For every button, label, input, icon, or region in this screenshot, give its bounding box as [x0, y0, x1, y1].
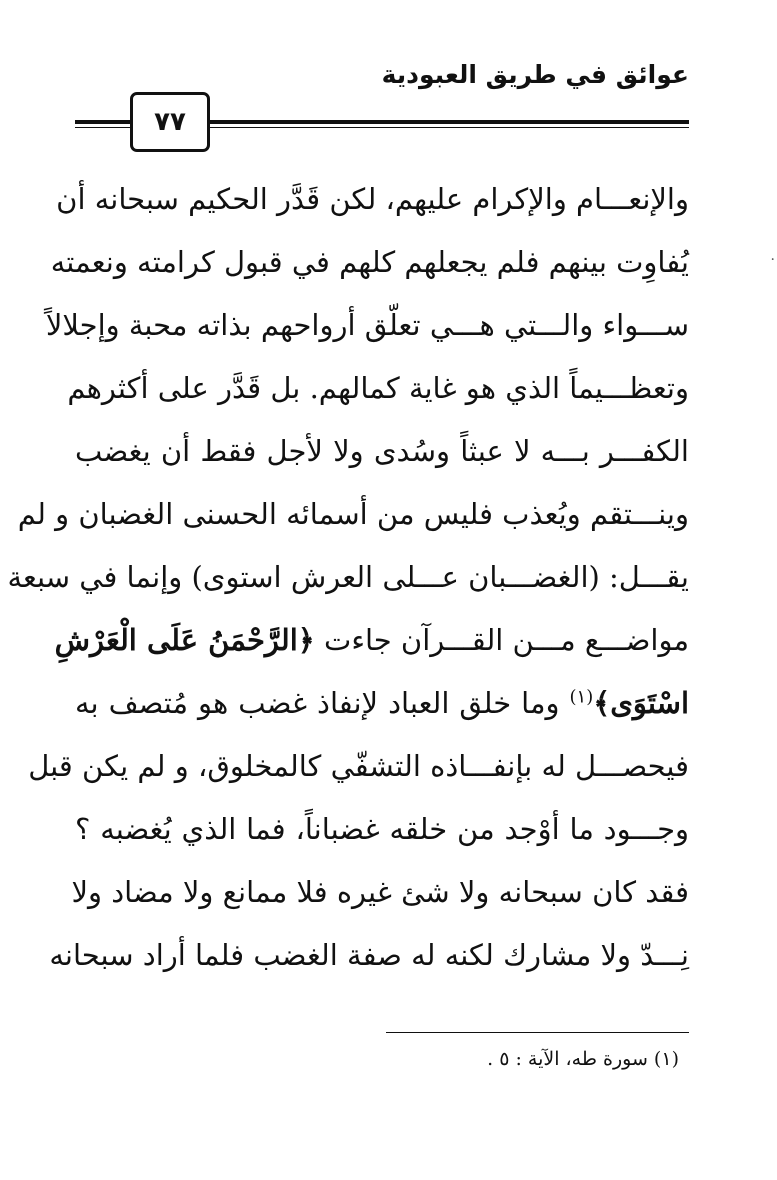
text-line-12: فقد كان سبحانه ولا شئ غيره فلا ممانع ولا مضاد ولا — [71, 875, 689, 909]
text-line-1: والإنعـــام والإكرام عليهم، لكن قَدَّر الحكيم سبحانه أن — [56, 182, 689, 216]
quran-verse-part1: ﴿الرَّحْمَنُ عَلَى الْعَرْشِ — [54, 623, 315, 657]
quran-verse-part2: اسْتَوَى﴾ — [593, 686, 689, 720]
text-line-2: يُفاوِت بينهم فلم يجعلهم كلهم في قبول كرامته ونعمته — [50, 245, 689, 279]
text-line-3: ســـواء والـــتي هـــي تعلّق أرواحهم بذاته محبة وإجلالاً — [45, 308, 689, 342]
page-number: ٧٧ — [154, 107, 186, 137]
footnote-rule — [386, 1032, 689, 1033]
text-line-5: الكفـــر بـــه لا عبثاً وسُدى ولا لأجل فقط أن يغضب — [75, 434, 689, 468]
text-line-10: فيحصـــل له بإنفـــاذه التشفّي كالمخلوق، و لم يكن قبل — [28, 749, 689, 783]
text-line-4: وتعظـــيماً الذي هو غاية كمالهم. بل قَدَّر على أكثرهم — [67, 371, 689, 405]
margin-mark: · — [770, 252, 775, 268]
text-line-9 — [75, 672, 689, 735]
text-line-8 — [54, 609, 689, 672]
page-number-box — [130, 92, 210, 152]
footnote: (١) سورة طه، الآية : ٥ . — [487, 1048, 679, 1070]
text-line-13: نِـــدّ ولا مشارك لكنه له صفة الغضب فلما أراد سبحانه — [49, 938, 689, 972]
text-line-9-rest: وما خلق العباد لإنفاذ غضب هو مُتصف به — [75, 686, 560, 720]
footnote-reference: (١) — [569, 686, 594, 708]
text-line-11: وجـــود ما أوْجد من خلقه غضباناً، فما الذي يُغضبه ؟ — [75, 812, 689, 846]
text-line-6: وينـــتقم ويُعذب فليس من أسمائه الحسنى الغضبان و لم — [17, 497, 689, 531]
text-line-8-prefix: مواضـــع مـــن القـــرآن جاءت — [324, 623, 689, 657]
text-line-7: يقـــل: (الغضـــبان عـــلى العرش استوى) وإنما في سبعة — [7, 560, 689, 594]
body-text — [7, 168, 689, 987]
running-title: عوائق في طريق العبودية — [381, 60, 689, 89]
